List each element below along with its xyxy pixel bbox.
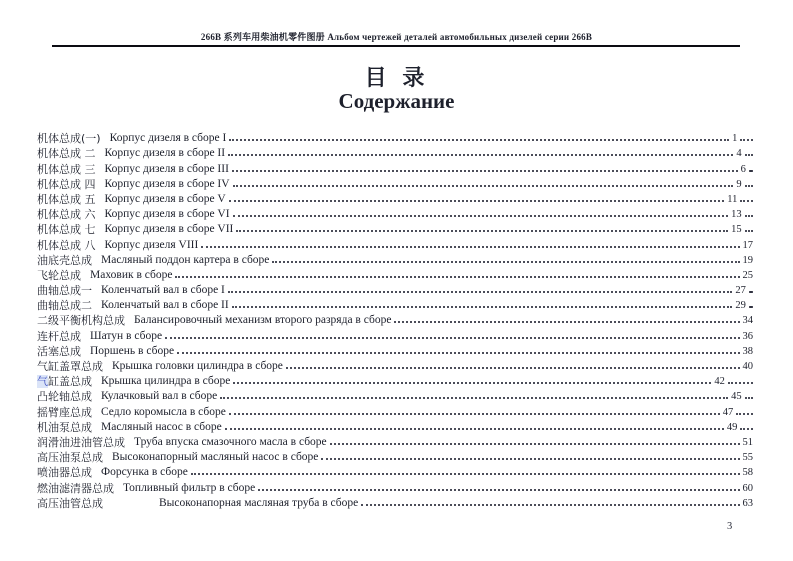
toc-entry-zh xyxy=(37,345,81,358)
toc-entry-zh-text: 高压油管总成 xyxy=(37,496,103,510)
dot-leader xyxy=(191,473,740,475)
toc-row xyxy=(37,160,753,175)
toc-row xyxy=(37,130,753,145)
toc-row xyxy=(37,221,753,236)
toc-entry-zh-text: 机油泵总成 xyxy=(37,420,92,434)
toc-page-number: 29 xyxy=(735,300,746,312)
dot-leader xyxy=(233,382,711,384)
dot-leader-tail xyxy=(740,200,753,202)
toc-row xyxy=(37,495,753,510)
toc-entry-zh-text: 气缸盖罩总成 xyxy=(37,360,103,373)
toc-entry-ru: Поршень в сборе xyxy=(90,344,175,357)
toc-entry-zh xyxy=(37,375,92,388)
footer-page-number: 3 xyxy=(727,521,733,532)
dot-leader xyxy=(361,504,739,506)
toc-entry-zh-highlight: 气 xyxy=(37,375,48,389)
toc-entry-ru: Крышка головки цилиндра в сборе xyxy=(112,360,283,372)
toc-entry-zh xyxy=(37,178,96,191)
toc-list xyxy=(37,130,753,510)
page-title-ru: Содержание xyxy=(338,89,455,113)
dot-leader xyxy=(165,337,739,339)
toc-page-number: 58 xyxy=(742,467,753,479)
toc-entry-zh-text: 机体总成 六 xyxy=(37,208,96,222)
dot-leader xyxy=(220,397,728,399)
toc-row xyxy=(37,464,753,479)
toc-entry-ru: Седло коромысла в сборе xyxy=(101,405,226,418)
dot-leader-tail xyxy=(728,382,753,384)
toc-page-number: 42 xyxy=(714,376,725,388)
toc-row xyxy=(37,145,753,160)
toc-page-number: 4 xyxy=(736,148,742,160)
toc-entry-zh xyxy=(37,147,96,160)
toc-page-number: 63 xyxy=(742,497,753,509)
toc-page-number: 17 xyxy=(742,239,753,251)
dot-leader-tail xyxy=(736,413,753,415)
toc-row xyxy=(37,267,753,282)
toc-page-number: 49 xyxy=(726,421,738,433)
toc-entry-ru: Корпус дизеля в сборе IV xyxy=(104,177,230,190)
toc-page-number: 36 xyxy=(742,330,753,342)
toc-entry-zh-text: 凸轮轴总成 xyxy=(37,390,92,404)
toc-row xyxy=(37,176,753,191)
toc-row xyxy=(37,358,753,373)
toc-entry-ru: Маховик в сборе xyxy=(90,268,173,281)
dot-leader xyxy=(330,443,740,445)
toc-entry-zh-text: 缸盖总成 xyxy=(48,375,92,389)
toc-entry-ru: Труба впуска смазочного масла в сборе xyxy=(134,435,327,448)
toc-page-number: 55 xyxy=(742,452,753,464)
toc-row xyxy=(37,449,753,464)
toc-page-number: 34 xyxy=(742,315,753,327)
toc-entry-zh xyxy=(37,314,125,327)
toc-entry-ru: Высоконапорный масляный насос в сборе xyxy=(112,451,319,464)
toc-entry-zh-text: 油底壳总成 xyxy=(37,253,92,267)
toc-entry-ru: Масляный насос в сборе xyxy=(101,420,222,433)
dot-leader xyxy=(229,200,725,202)
toc-entry-zh-text: 曲轴总成二 xyxy=(37,299,92,313)
dot-leader xyxy=(228,154,733,156)
toc-page-number: 47 xyxy=(722,406,734,418)
dot-leader-tail xyxy=(740,139,753,141)
toc-entry-ru: Корпус дизеля в сборе VII xyxy=(104,223,234,236)
toc-entry-ru: Форсунка в сборе xyxy=(101,466,188,479)
dot-leader xyxy=(236,230,728,232)
toc-entry-ru: Балансировочный механизм второго разряда в сборе xyxy=(134,314,392,327)
toc-entry-zh-text: 润滑油进油管总成 xyxy=(37,435,125,449)
toc-entry-ru: Кулачковый вал в сборе xyxy=(101,390,218,403)
toc-entry-zh xyxy=(37,390,92,403)
toc-entry-zh xyxy=(37,406,92,419)
dot-leader-tail xyxy=(749,291,753,293)
toc-row xyxy=(37,373,753,388)
toc-entry-zh-text: 摇臂座总成 xyxy=(37,405,92,419)
dot-leader xyxy=(286,367,740,369)
header-rule xyxy=(52,45,740,47)
toc-entry-zh xyxy=(37,163,96,176)
toc-entry-ru: Шатун в сборе xyxy=(90,329,163,342)
dot-leader xyxy=(233,215,729,217)
dot-leader-tail xyxy=(745,397,753,399)
toc-entry-ru: Корпус дизеля в сборе I xyxy=(109,132,227,145)
toc-entry-zh-text: 机体总成 七 xyxy=(37,223,96,237)
toc-entry-zh xyxy=(37,421,92,434)
toc-entry-zh xyxy=(37,299,92,312)
dot-leader xyxy=(225,428,724,430)
toc-entry-zh-text: 二级平衡机构总成 xyxy=(37,314,125,328)
toc-row xyxy=(37,252,753,267)
toc-page-number: 38 xyxy=(742,345,753,357)
toc-entry-zh xyxy=(37,482,114,495)
toc-entry-zh xyxy=(37,223,96,236)
toc-entry-zh-text: 活塞总成 xyxy=(37,344,81,358)
toc-page-number: 51 xyxy=(742,436,753,448)
toc-entry-ru: Коленчатый вал в сборе I xyxy=(101,284,225,297)
toc-entry-ru: Высоконапорная масляная труба в сборе xyxy=(159,496,359,509)
dot-leader-tail xyxy=(745,185,753,187)
toc-entry-zh-text: 燃油滤清器总成 xyxy=(37,481,114,495)
dot-leader-tail xyxy=(745,215,753,217)
toc-entry-ru: Коленчатый вал в сборе II xyxy=(101,299,229,312)
toc-page-number: 15 xyxy=(731,224,742,236)
toc-entry-zh xyxy=(37,330,81,343)
toc-entry-ru: Крышка цилиндра в сборе xyxy=(101,375,231,388)
dot-leader-tail xyxy=(749,306,753,308)
dot-leader xyxy=(229,139,729,141)
toc-entry-zh xyxy=(37,451,103,464)
dot-leader xyxy=(232,170,738,172)
toc-entry-zh xyxy=(37,208,96,221)
dot-leader xyxy=(258,489,739,491)
toc-entry-zh-text: 连杆总成 xyxy=(37,329,81,343)
dot-leader-tail xyxy=(745,154,753,156)
toc-row xyxy=(37,191,753,206)
toc-row xyxy=(37,343,753,358)
toc-row xyxy=(37,479,753,494)
toc-page-number: 13 xyxy=(731,209,742,221)
toc-page-number: 45 xyxy=(731,391,742,403)
toc-row xyxy=(37,236,753,251)
dot-leader-tail xyxy=(740,428,753,430)
dot-leader xyxy=(321,458,739,460)
dot-leader-tail xyxy=(745,230,753,232)
toc-row xyxy=(37,282,753,297)
toc-page-number: 60 xyxy=(742,482,753,494)
toc-page-number: 1 xyxy=(732,133,738,145)
dot-leader xyxy=(175,276,739,278)
toc-entry-ru: Корпус дизеля в сборе V xyxy=(104,192,226,205)
toc-entry-zh-text: 机体总成 四 xyxy=(37,177,96,191)
toc-entry-zh-text: 高压油泵总成 xyxy=(37,451,103,465)
toc-page-number: 9 xyxy=(736,178,742,190)
toc-row xyxy=(37,327,753,342)
dot-leader xyxy=(272,261,739,263)
toc-entry-zh-text: 曲轴总成一 xyxy=(37,284,92,298)
toc-page-number: 27 xyxy=(735,285,746,297)
toc-entry-zh xyxy=(37,436,125,449)
toc-entry-zh xyxy=(37,254,92,267)
dot-leader xyxy=(229,413,720,415)
toc-entry-zh xyxy=(37,284,92,297)
toc-entry-zh xyxy=(37,466,92,479)
toc-entry-ru: Корпус дизеля в сборе VI xyxy=(104,208,230,221)
toc-entry-zh xyxy=(37,132,101,145)
dot-leader xyxy=(233,185,734,187)
toc-row xyxy=(37,419,753,434)
toc-entry-zh xyxy=(37,360,103,373)
toc-row xyxy=(37,297,753,312)
toc-row xyxy=(37,434,753,449)
toc-entry-zh xyxy=(37,239,96,252)
toc-entry-ru: Корпус дизеля VIII xyxy=(104,238,199,251)
dot-leader xyxy=(201,246,739,248)
toc-entry-zh-text: 机体总成 二 xyxy=(37,147,96,161)
dot-leader xyxy=(228,291,732,293)
toc-entry-ru: Корпус дизеля в сборе II xyxy=(104,147,226,160)
toc-entry-ru: Корпус дизеля в сборе III xyxy=(104,162,229,175)
toc-page-number: 25 xyxy=(742,269,753,281)
toc-page-number: 6 xyxy=(740,163,746,175)
dot-leader xyxy=(177,352,739,354)
toc-entry-zh xyxy=(37,269,81,282)
toc-page-number: 19 xyxy=(742,254,753,266)
dot-leader xyxy=(394,321,739,323)
toc-row xyxy=(37,312,753,327)
toc-entry-zh-text: 飞轮总成 xyxy=(37,268,81,282)
toc-entry-zh-text: 机体总成(一) xyxy=(37,132,101,146)
toc-entry-ru: Масляный поддон картера в сборе xyxy=(101,253,270,266)
toc-entry-zh xyxy=(37,497,103,510)
dot-leader xyxy=(232,306,733,308)
toc-page-number: 40 xyxy=(742,361,753,372)
toc-entry-zh xyxy=(37,193,96,206)
toc-row xyxy=(37,388,753,403)
toc-row xyxy=(37,206,753,221)
toc-entry-zh-text: 机体总成 五 xyxy=(37,192,96,206)
dot-leader-tail xyxy=(749,170,753,172)
document-header: 266B 系列车用柴油机零件图册 Альбом чертежей деталей автомобильных дизелей серии 266B xyxy=(200,32,593,42)
toc-entry-ru: Топливный фильтр в сборе xyxy=(123,481,256,494)
toc-page-number: 11 xyxy=(727,193,738,205)
toc-entry-zh-text: 机体总成 三 xyxy=(37,162,96,176)
toc-entry-zh-text: 喷油器总成 xyxy=(37,466,92,480)
page-title-zh: 目 录 xyxy=(364,66,429,91)
toc-entry-zh-text: 机体总成 八 xyxy=(37,238,96,252)
toc-row xyxy=(37,403,753,418)
